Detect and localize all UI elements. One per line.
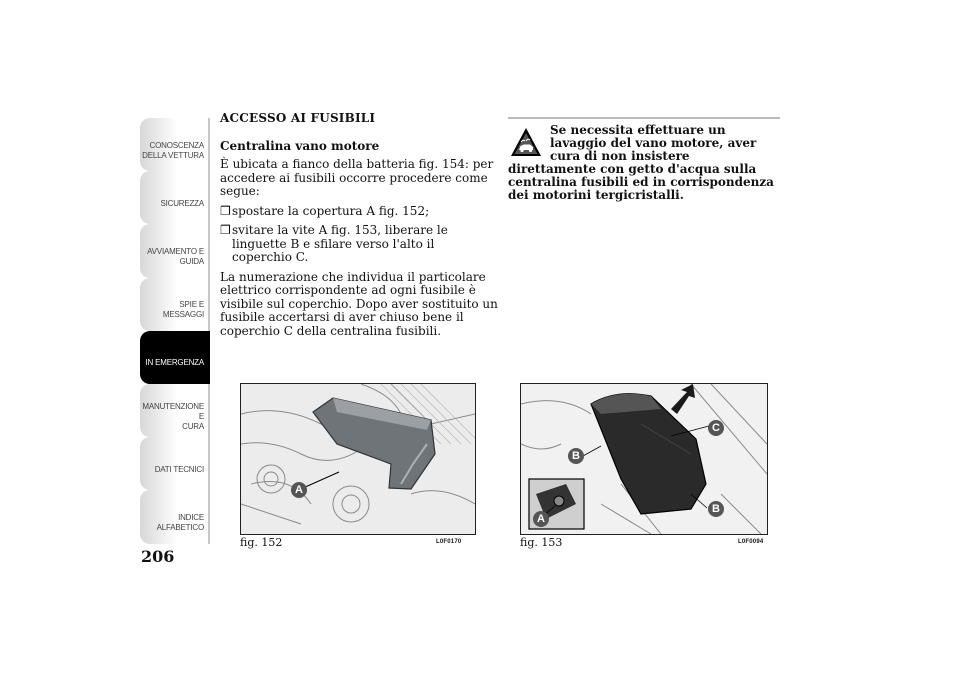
body-paragraph: La numerazione che individua il particolare elettrico corrispondente ad ogni fusibile è visibile sul coperchio. Dopo aver sostituito un fusibile accertarsi di aver chiuso bene il coperchio C della centralina fusibili.: [220, 269, 498, 338]
intro-paragraph: È ubicata a fianco della batteria fig. 154: per accedere ai fusibili occorre procedere come segue:: [220, 157, 494, 198]
page-number: 206: [141, 547, 175, 566]
callout-label: B: [708, 501, 724, 517]
chapter-sidebar: [140, 118, 210, 544]
fuse-box-illustration: [521, 384, 767, 534]
tab-emergenza[interactable]: IN EMERGENZA: [140, 331, 210, 384]
main-text: [220, 112, 498, 344]
section-heading: ACCESSO AI FUSIBILI: [220, 111, 376, 125]
engine-cover-illustration: [241, 384, 475, 534]
tab-dati-tecnici[interactable]: DATI TECNICI: [140, 437, 210, 490]
tab-conoscenza[interactable]: CONOSCENZA DELLA VETTURA: [140, 118, 210, 171]
warning-text: Se necessita effettuare un lavaggio del vano motore, aver cura di non insistere direttamente con getto d'acqua sulla centralina fusibili ed in corrispondenza dei motorini tergicristalli.: [508, 123, 774, 202]
figure-engine-cover: [240, 383, 476, 535]
figure-fuse-box: [520, 383, 768, 535]
tab-manutenzione[interactable]: MANUTENZIONE E CURA: [140, 384, 210, 437]
list-item: ❒ svitare la vite A fig. 153, liberare le linguette B e sfilare verso l'alto il coperchio C.: [220, 223, 448, 264]
warning-car-wash-icon: [510, 126, 542, 158]
figure-code: L0F0094: [738, 539, 764, 545]
section-subheading: Centralina vano motore: [220, 138, 380, 153]
list-item: ❒ spostare la copertura A fig. 152;: [220, 203, 430, 218]
callout-label: B: [568, 448, 584, 464]
callout-label: C: [708, 420, 724, 436]
tab-indice[interactable]: INDICE ALFABETICO: [140, 490, 210, 543]
checkbox-bullet-icon: ❒: [220, 223, 231, 237]
figure-caption: fig. 152: [240, 536, 283, 549]
warning-box: [508, 117, 780, 202]
tab-avviamento[interactable]: AVVIAMENTO E GUIDA: [140, 224, 210, 277]
callout-label: A: [291, 482, 307, 498]
figure-caption: fig. 153: [520, 536, 563, 549]
checkbox-bullet-icon: ❒: [220, 203, 231, 218]
tab-sicurezza[interactable]: SICUREZZA: [140, 171, 210, 224]
tab-spie[interactable]: SPIE E MESSAGGI: [140, 278, 210, 331]
callout-label: A: [533, 511, 549, 527]
figure-code: L0F0170: [436, 539, 462, 545]
